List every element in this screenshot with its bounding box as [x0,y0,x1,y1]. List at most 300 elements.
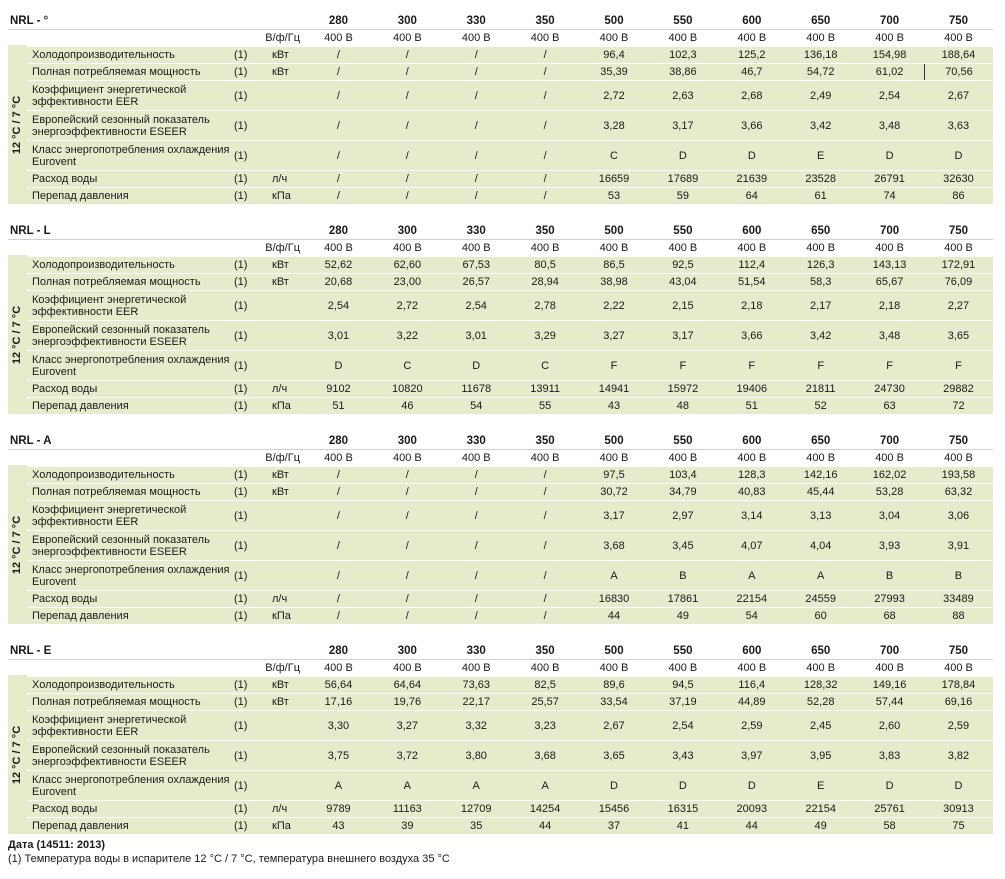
table-cell: 63 [855,398,924,414]
row-name: Холодопроизводительность [27,677,232,693]
table-cell: 3,65 [580,741,649,770]
row-note: (1) [232,801,270,817]
row-note: (1) [232,501,270,530]
table-cell: / [304,111,373,140]
row-unit: кВт [270,64,304,80]
row-name: Полная потребляемая мощность [27,484,232,500]
table-block [8,223,993,414]
voltage-value: 400 В [599,452,629,464]
table-cell: / [373,531,442,560]
table-cell: 23,00 [373,274,442,290]
voltage-label: В/ф/Гц [265,662,300,674]
model-number: 500 [604,225,624,237]
table-cell: B [855,561,924,590]
model-number: 600 [742,15,762,27]
table-cell: 136,18 [786,47,855,63]
table-row [8,80,993,110]
voltage-value: 400 В [392,32,422,44]
table-row [8,676,993,693]
table-cell: 2,63 [648,81,717,110]
row-name: Европейский сезонный показатель энергоэффективности ESEER [27,741,232,770]
table-cell: 58,3 [786,274,855,290]
voltage-value: 400 В [668,452,698,464]
table-cell: / [442,141,511,170]
table-cell: 3,13 [786,501,855,530]
row-note: (1) [232,711,270,740]
voltage-value: 400 В [324,32,353,44]
table-cell: 92,5 [648,257,717,273]
table-cell: 2,67 [924,81,993,110]
model-header-row [8,643,993,660]
table-cell: / [304,47,373,63]
block-title: NRL - E [10,645,52,657]
table-cell: 82,5 [511,677,580,693]
voltage-value: 400 В [461,662,491,674]
row-unit: кВт [270,467,304,483]
table-cell: / [511,81,580,110]
table-cell: 2,59 [924,711,993,740]
table-row [8,46,993,63]
voltage-value: 400 В [875,32,904,44]
table-cell: 15972 [648,381,717,397]
model-number: 300 [397,15,417,27]
voltage-value: 400 В [461,242,491,254]
table-cell: 3,01 [304,321,373,350]
voltage-value: 400 В [324,452,353,464]
table-cell: 2,72 [373,291,442,320]
table-row [8,800,993,817]
table-cell: / [304,608,373,624]
table-cell: 74 [855,188,924,204]
table-cell: 11678 [442,381,511,397]
table-cell: 44 [511,818,580,834]
row-note: (1) [232,561,270,590]
row-name: Перепад давления [27,188,232,204]
row-name: Полная потребляемая мощность [27,64,232,80]
table-cell: 3,27 [373,711,442,740]
table-cell: C [373,351,442,380]
table-cell: 3,14 [717,501,786,530]
table-block [8,433,993,624]
band-label: 12 °C / 7 °C [11,95,24,154]
voltage-value: 400 В [599,662,629,674]
table-row [8,770,993,800]
model-number: 500 [604,435,624,447]
table-cell: / [373,591,442,607]
table-cell: 128,3 [717,467,786,483]
table-cell: 3,83 [855,741,924,770]
table-cell: 2,54 [648,711,717,740]
voltage-label: В/ф/Гц [265,242,300,254]
table-cell: 4,07 [717,531,786,560]
table-cell: 43,04 [648,274,717,290]
table-row [8,530,993,560]
table-row [8,740,993,770]
voltage-value: 400 В [737,662,767,674]
table-cell: 26791 [855,171,924,187]
table-cell: 3,17 [580,501,649,530]
table-cell: D [442,351,511,380]
table-cell: 16659 [580,171,649,187]
table-row [8,560,993,590]
table-cell: 126,3 [786,257,855,273]
voltage-value: 400 В [324,242,353,254]
table-cell: 52,28 [786,694,855,710]
table-cell: D [717,141,786,170]
table-cell: 2,68 [717,81,786,110]
table-row [8,483,993,500]
table-row [8,290,993,320]
table-cell: / [511,608,580,624]
row-unit [270,531,304,560]
row-note: (1) [232,741,270,770]
voltage-value: 400 В [392,242,422,254]
table-cell: 14254 [511,801,580,817]
table-cell: 3,17 [648,321,717,350]
row-unit: кПа [270,398,304,414]
table-cell: 54,72 [786,64,855,80]
table-cell: 3,75 [304,741,373,770]
table-row [8,817,993,834]
table-cell: A [373,771,442,800]
row-unit: кВт [270,694,304,710]
table-cell: 178,84 [924,677,993,693]
row-note: (1) [232,677,270,693]
table-cell: 3,66 [717,111,786,140]
table-cell: 3,42 [786,111,855,140]
block-title: NRL - ° [10,15,49,27]
model-number: 750 [948,15,969,27]
model-number: 650 [811,435,831,447]
table-cell: F [855,351,924,380]
table-cell: / [442,111,511,140]
row-note: (1) [232,47,270,63]
row-note: (1) [232,171,270,187]
model-number: 280 [328,435,349,447]
row-name: Класс энергопотребления охлаждения Eurovent [27,351,232,380]
table-cell: 2,97 [648,501,717,530]
model-number: 350 [535,15,555,27]
row-note: (1) [232,81,270,110]
table-cell: D [648,771,717,800]
table-cell: 37,19 [648,694,717,710]
row-name: Европейский сезонный показатель энергоэффективности ESEER [27,531,232,560]
table-cell: / [442,188,511,204]
table-cell: / [373,561,442,590]
temperature-band [8,465,27,624]
voltage-value: 400 В [530,242,560,254]
voltage-value: 400 В [806,32,836,44]
row-note: (1) [232,188,270,204]
table-cell: 2,78 [511,291,580,320]
table-cell: 10820 [373,381,442,397]
table-cell: 3,45 [648,531,717,560]
table-cell: / [511,467,580,483]
table-cell: 73,63 [442,677,511,693]
table-cell: D [580,771,649,800]
table-cell: / [511,64,580,80]
table-cell: 3,43 [648,741,717,770]
voltage-value: 400 В [875,242,904,254]
table-cell: B [924,561,993,590]
table-cell: 27993 [855,591,924,607]
table-cell: 3,95 [786,741,855,770]
table-cell: 19406 [717,381,786,397]
table-cell: 72 [924,398,993,414]
band-label: 12 °C / 7 °C [11,305,24,364]
row-name: Холодопроизводительность [27,257,232,273]
row-note: (1) [232,111,270,140]
table-cell: 3,80 [442,741,511,770]
row-unit: кПа [270,608,304,624]
table-cell: 56,64 [304,677,373,693]
table-cell: / [304,561,373,590]
row-unit [270,141,304,170]
table-cell: 25,57 [511,694,580,710]
row-note: (1) [232,771,270,800]
voltage-value: 400 В [599,32,629,44]
row-name: Расход воды [27,591,232,607]
table-cell: 54 [442,398,511,414]
table-cell: 3,17 [648,111,717,140]
row-name: Коэффициент энергетической эффективности EER [27,501,232,530]
table-cell: 116,4 [717,677,786,693]
table-cell: 193,58 [924,467,993,483]
table-cell: 17689 [648,171,717,187]
voltage-value: 400 В [944,32,973,44]
row-name: Коэффициент энергетической эффективности EER [27,81,232,110]
voltage-value: 400 В [737,452,767,464]
table-cell: 53 [580,188,649,204]
table-cell: / [304,171,373,187]
voltage-value: 400 В [944,662,973,674]
table-cell: 46 [373,398,442,414]
row-unit: кВт [270,484,304,500]
row-note: (1) [232,484,270,500]
table-cell: / [511,111,580,140]
table-cell: 44 [717,818,786,834]
table-cell: 20093 [717,801,786,817]
table-cell: 17,16 [304,694,373,710]
table-cell: A [442,771,511,800]
model-header-row [8,13,993,30]
table-cell: D [855,141,924,170]
table-cell: 2,67 [580,711,649,740]
row-note: (1) [232,694,270,710]
table-cell: 21811 [786,381,855,397]
table-cell: 63,32 [924,484,993,500]
table-cell: 3,28 [580,111,649,140]
voltage-label: В/ф/Гц [265,32,300,44]
table-cell: / [373,467,442,483]
table-cell: 14941 [580,381,649,397]
table-cell: 28,94 [511,274,580,290]
table-cell: 23528 [786,171,855,187]
block-title: NRL - A [10,435,52,447]
voltage-value: 400 В [668,242,698,254]
model-number: 330 [466,225,486,237]
table-cell: 37 [580,818,649,834]
table-cell: 17861 [648,591,717,607]
table-cell: 64,64 [373,677,442,693]
row-unit [270,711,304,740]
table-cell: 103,4 [648,467,717,483]
table-cell: 19,76 [373,694,442,710]
model-number: 300 [397,435,417,447]
table-cell: 44 [580,608,649,624]
table-cell: / [442,591,511,607]
table-cell: 128,32 [786,677,855,693]
model-number: 550 [673,225,693,237]
table-row [8,110,993,140]
row-unit: кВт [270,47,304,63]
table-cell: 16315 [648,801,717,817]
table-cell: 3,65 [924,321,993,350]
table-cell: / [304,484,373,500]
footer-date: Дата (14511: 2013) [8,839,106,851]
row-note: (1) [232,531,270,560]
model-number: 650 [811,645,831,657]
table-cell: C [511,351,580,380]
table-cell: A [304,771,373,800]
row-name: Холодопроизводительность [27,47,232,63]
table-cell: 149,16 [855,677,924,693]
table-cell: D [855,771,924,800]
voltage-value: 400 В [599,242,629,254]
table-cell: 9102 [304,381,373,397]
model-number: 750 [948,435,969,447]
table-cell: 9789 [304,801,373,817]
table-cell: 3,63 [924,111,993,140]
table-cell: 3,04 [855,501,924,530]
table-cell: 142,16 [786,467,855,483]
table-cell: 30913 [924,801,993,817]
table-cell: 61 [786,188,855,204]
table-cell: / [373,64,442,80]
table-cell: F [786,351,855,380]
model-number: 700 [879,15,900,27]
table-cell: 39 [373,818,442,834]
table-cell: 154,98 [855,47,924,63]
row-note: (1) [232,291,270,320]
table-cell: / [511,188,580,204]
table-cell: 22154 [717,591,786,607]
row-note: (1) [232,381,270,397]
table-cell: / [304,64,373,80]
row-name: Европейский сезонный показатель энергоэффективности ESEER [27,321,232,350]
table-cell: 32630 [924,171,993,187]
model-number: 550 [673,15,693,27]
row-note: (1) [232,398,270,414]
model-number: 700 [879,225,900,237]
table-cell: F [717,351,786,380]
model-number: 700 [879,645,900,657]
model-number: 300 [397,225,417,237]
row-name: Расход воды [27,801,232,817]
table-cell: D [648,141,717,170]
table-cell: / [511,561,580,590]
table-row [8,273,993,290]
model-header-row [8,433,993,450]
table-cell: / [373,47,442,63]
table-cell: 65,67 [855,274,924,290]
table-cell: / [442,484,511,500]
row-note: (1) [232,141,270,170]
model-number: 700 [879,435,900,447]
table-cell: 3,48 [855,111,924,140]
model-number: 650 [811,225,831,237]
table-cell: 67,53 [442,257,511,273]
spec-sheet [8,13,993,865]
table-cell: 3,68 [580,531,649,560]
row-unit [270,321,304,350]
table-cell: 62,60 [373,257,442,273]
row-note: (1) [232,591,270,607]
table-cell: 51,54 [717,274,786,290]
table-row [8,187,993,204]
row-unit [270,81,304,110]
row-unit [270,771,304,800]
table-cell: 16830 [580,591,649,607]
temperature-band [8,255,27,414]
table-cell: 22154 [786,801,855,817]
table-cell: 88 [924,608,993,624]
table-cell: 3,29 [511,321,580,350]
table-cell: E [786,771,855,800]
table-block [8,643,993,834]
table-cell: 162,02 [855,467,924,483]
table-cell: 51 [717,398,786,414]
table-cell: 59 [648,188,717,204]
model-number: 600 [742,435,762,447]
table-row [8,590,993,607]
voltage-value: 400 В [944,452,973,464]
model-number: 550 [673,435,693,447]
table-cell: 2,54 [855,81,924,110]
table-cell: / [373,141,442,170]
table-cell: 57,44 [855,694,924,710]
table-cell: / [373,188,442,204]
model-number: 550 [673,645,693,657]
row-unit: кПа [270,188,304,204]
footer-note: (1) Температура воды в испарителе 12 °C / 7 °C, температура внешнего воздуха 35 °C [8,853,450,865]
model-number: 300 [397,645,417,657]
table-cell: 43 [304,818,373,834]
model-number: 350 [535,435,555,447]
table-cell: / [373,608,442,624]
table-cell: 3,32 [442,711,511,740]
table-cell: B [648,561,717,590]
table-cell: 86 [924,188,993,204]
table-cell: 40,83 [717,484,786,500]
row-note: (1) [232,818,270,834]
table-cell: 89,6 [580,677,649,693]
table-cell: 2,60 [855,711,924,740]
voltage-value: 400 В [530,32,560,44]
table-cell: 35,39 [580,64,649,80]
voltage-value: 400 В [875,662,904,674]
table-cell: 25761 [855,801,924,817]
voltage-value: 400 В [944,242,973,254]
voltage-value: 400 В [668,32,698,44]
table-row [8,693,993,710]
table-cell: 3,42 [786,321,855,350]
table-cell: 76,09 [924,274,993,290]
model-number: 280 [328,225,349,237]
table-cell: 102,3 [648,47,717,63]
table-cell: 3,82 [924,741,993,770]
table-cell: 52 [786,398,855,414]
